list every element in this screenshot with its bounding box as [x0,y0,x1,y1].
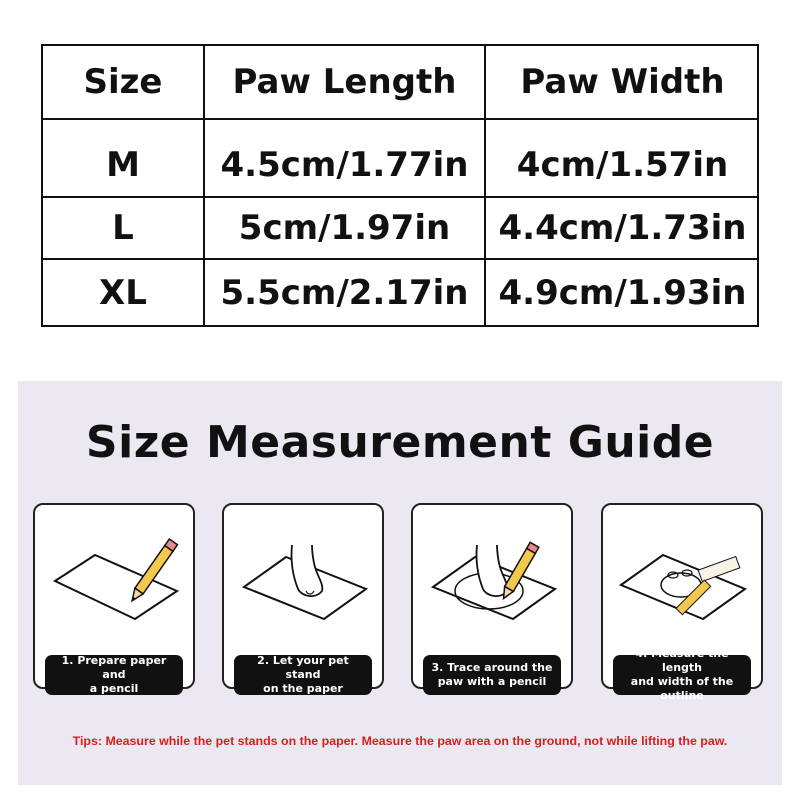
step-label-line: 3. Trace around the [431,661,553,674]
step-card-3 [411,503,573,689]
ruler-measure-icon [603,505,765,655]
paw-length-cell: 5.5cm/2.17in [220,273,469,313]
measurement-tips: Tips: Measure while the pet stands on the paper. Measure the paw area on the ground, not while lifting the paw. [72,734,728,748]
step-label-1 [45,655,183,695]
header-paw-width: Paw Width [520,62,725,102]
table-divider [43,118,757,120]
paw-on-paper-icon [224,505,386,655]
step-card-2 [222,503,384,695]
step-label-4 [613,647,751,702]
guide-title: Size Measurement Guide [85,417,715,468]
header-paw-length: Paw Length [232,62,457,102]
step-label-2 [234,655,372,695]
step-label-line: 2. Let your pet stand [257,654,349,681]
step-label-3 [423,655,561,695]
header-size: Size [83,62,163,102]
step-label-line: paw with a pencil [437,675,547,688]
paper-pencil-icon [35,505,197,655]
paw-width-cell: 4.9cm/1.93in [498,273,747,313]
measurement-guide-panel [18,381,782,785]
step-label-line: a pencil [89,682,139,695]
trace-paw-icon [413,505,575,655]
step-label-line: on the paper [263,682,343,695]
size-cell: M [106,145,140,185]
step-label-line: 4. Measure the length [635,647,729,674]
step-label-line: and width of the outline [630,675,734,702]
paw-width-cell: 4.4cm/1.73in [498,208,747,248]
paw-length-cell: 5cm/1.97in [238,208,451,248]
size-cell: XL [99,273,147,313]
size-chart-table [41,44,759,327]
step-card-4 [601,503,763,702]
step-label-line: 1. Prepare paper and [61,654,167,681]
paw-length-cell: 4.5cm/1.77in [220,145,469,185]
step-card-1 [33,503,195,695]
size-cell: L [112,208,134,248]
paw-width-cell: 4cm/1.57in [516,145,729,185]
